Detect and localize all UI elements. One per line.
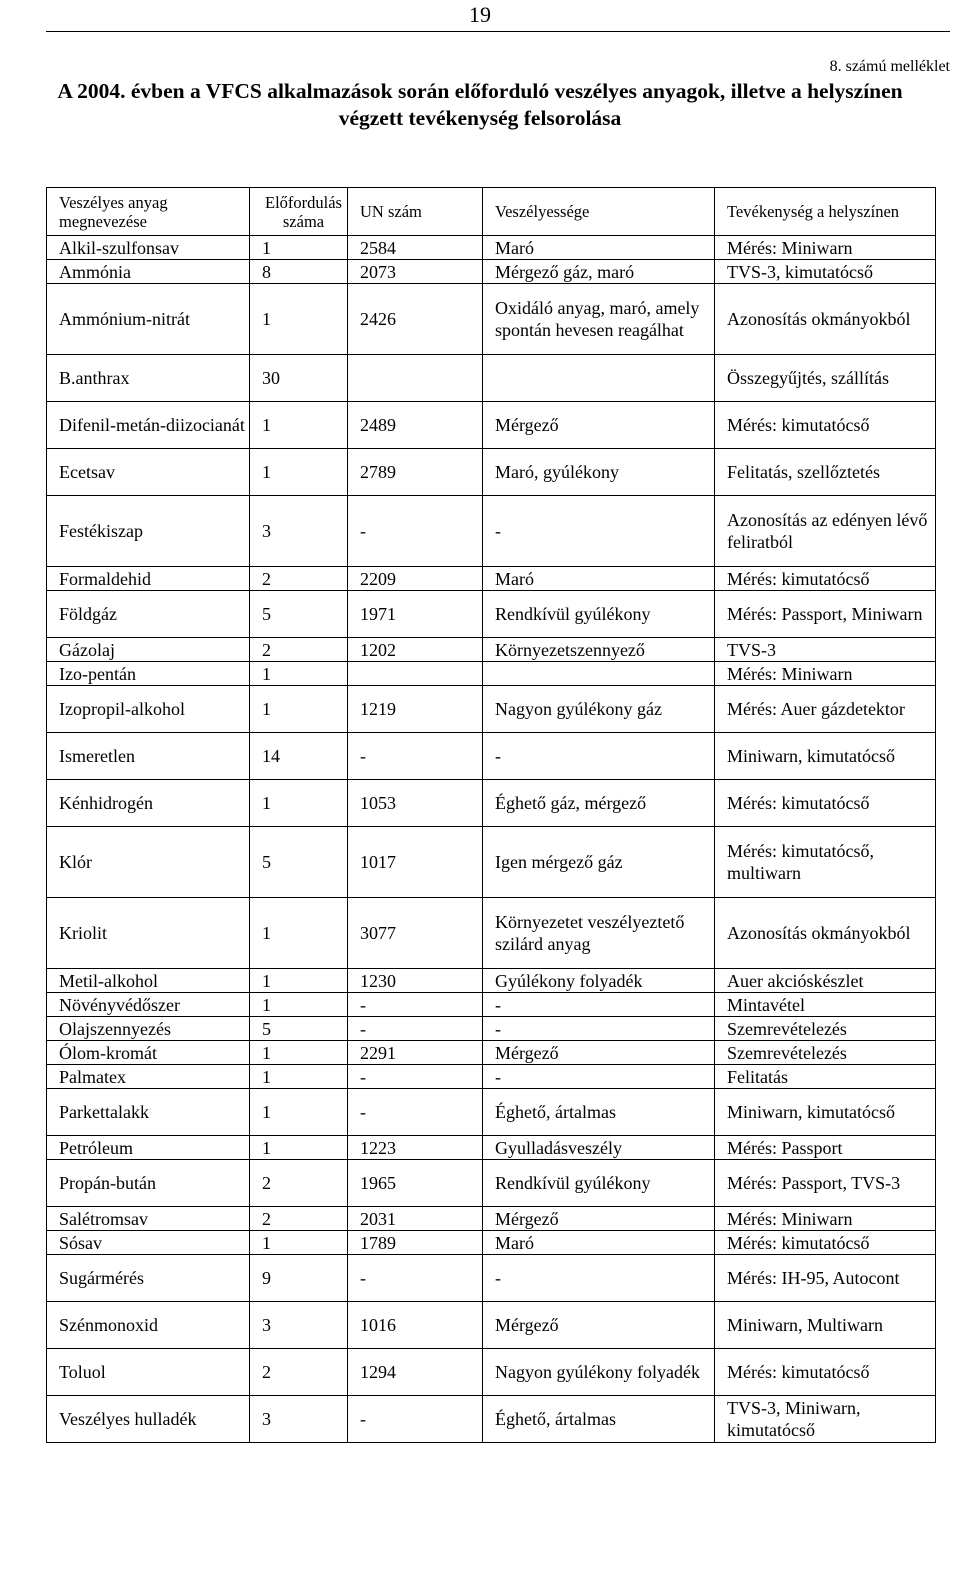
cell-activity: Felitatás [715, 1065, 936, 1089]
cell-occurrence-count: 1 [250, 1041, 348, 1065]
header-occurrence-count: Előfordulás száma [250, 188, 348, 236]
cell-activity: Összegyűjtés, szállítás [715, 355, 936, 402]
cell-hazard: Rendkívül gyúlékony [483, 1160, 715, 1207]
cell-un-number: - [348, 1089, 483, 1136]
cell-hazard: Nagyon gyúlékony folyadék [483, 1349, 715, 1396]
cell-material-name: Formaldehid [47, 567, 250, 591]
table-row [47, 496, 936, 567]
cell-occurrence-count: 3 [250, 496, 348, 567]
cell-un-number: 1789 [348, 1231, 483, 1255]
cell-hazard: - [483, 1065, 715, 1089]
cell-occurrence-count: 30 [250, 355, 348, 402]
cell-hazard: Oxidáló anyag, maró, amely spontán hevesen reagálhat [483, 284, 715, 355]
cell-occurrence-count: 2 [250, 638, 348, 662]
cell-un-number: - [348, 1017, 483, 1041]
cell-material-name: Izo-pentán [47, 662, 250, 686]
header-hazard: Veszélyessége [483, 188, 715, 236]
cell-occurrence-count: 9 [250, 1255, 348, 1302]
cell-hazard: Mérgező [483, 1041, 715, 1065]
cell-un-number: - [348, 1255, 483, 1302]
cell-hazard: Maró [483, 567, 715, 591]
cell-material-name: Petróleum [47, 1136, 250, 1160]
cell-activity: Mérés: IH-95, Autocont [715, 1255, 936, 1302]
table-row [47, 1160, 936, 1207]
cell-un-number: - [348, 733, 483, 780]
cell-material-name: Festékiszap [47, 496, 250, 567]
table-row [47, 1207, 936, 1231]
cell-activity: Azonosítás az edényen lévő feliratból [715, 496, 936, 567]
table-row [47, 1041, 936, 1065]
cell-occurrence-count: 5 [250, 827, 348, 898]
table-row [47, 1396, 936, 1443]
cell-un-number: 1219 [348, 686, 483, 733]
cell-material-name: Növényvédőszer [47, 993, 250, 1017]
cell-material-name: Parkettalakk [47, 1089, 250, 1136]
cell-un-number: 2426 [348, 284, 483, 355]
cell-activity: Miniwarn, kimutatócső [715, 733, 936, 780]
cell-activity: Mérés: Miniwarn [715, 662, 936, 686]
cell-occurrence-count: 1 [250, 1136, 348, 1160]
cell-material-name: Palmatex [47, 1065, 250, 1089]
cell-activity: Mérés: kimutatócső, multiwarn [715, 827, 936, 898]
cell-un-number: 1223 [348, 1136, 483, 1160]
cell-activity: Mintavétel [715, 993, 936, 1017]
cell-activity: Miniwarn, Multiwarn [715, 1302, 936, 1349]
table-row [47, 827, 936, 898]
table-row [47, 236, 936, 260]
cell-un-number: 1017 [348, 827, 483, 898]
cell-hazard: Gyúlékony folyadék [483, 969, 715, 993]
cell-material-name: Földgáz [47, 591, 250, 638]
cell-un-number: 1202 [348, 638, 483, 662]
cell-un-number: 1971 [348, 591, 483, 638]
cell-material-name: Ecetsav [47, 449, 250, 496]
table-row [47, 969, 936, 993]
cell-occurrence-count: 2 [250, 1160, 348, 1207]
cell-material-name: Kriolit [47, 898, 250, 969]
table-row [47, 1136, 936, 1160]
cell-activity: Mérés: kimutatócső [715, 567, 936, 591]
cell-activity: Mérés: Passport, TVS-3 [715, 1160, 936, 1207]
cell-hazard: - [483, 1255, 715, 1302]
cell-material-name: Difenil-metán-diizocianát [47, 402, 250, 449]
document-title: A 2004. évben a VFCS alkalmazások során előforduló veszélyes anyagok, illetve a helyszínen végzett tevékenység felsorolása [57, 79, 903, 130]
cell-un-number: 1230 [348, 969, 483, 993]
cell-un-number: 1053 [348, 780, 483, 827]
cell-material-name: Klór [47, 827, 250, 898]
cell-material-name: B.anthrax [47, 355, 250, 402]
cell-occurrence-count: 1 [250, 969, 348, 993]
table-row [47, 993, 936, 1017]
cell-activity: Mérés: Auer gázdetektor [715, 686, 936, 733]
cell-material-name: Ólom-kromát [47, 1041, 250, 1065]
cell-occurrence-count: 1 [250, 1065, 348, 1089]
cell-occurrence-count: 5 [250, 1017, 348, 1041]
cell-material-name: Salétromsav [47, 1207, 250, 1231]
cell-occurrence-count: 8 [250, 260, 348, 284]
cell-hazard: Maró [483, 236, 715, 260]
cell-un-number: - [348, 496, 483, 567]
cell-occurrence-count: 5 [250, 591, 348, 638]
header-rule [46, 31, 950, 32]
table-row [47, 402, 936, 449]
cell-hazard: Rendkívül gyúlékony [483, 591, 715, 638]
cell-material-name: Kénhidrogén [47, 780, 250, 827]
cell-un-number: 1016 [348, 1302, 483, 1349]
cell-material-name: Gázolaj [47, 638, 250, 662]
cell-activity: TVS-3 [715, 638, 936, 662]
cell-un-number: - [348, 993, 483, 1017]
table-row [47, 1017, 936, 1041]
cell-hazard: Maró, gyúlékony [483, 449, 715, 496]
cell-activity: Mérés: kimutatócső [715, 1349, 936, 1396]
cell-un-number: 3077 [348, 898, 483, 969]
table-row [47, 591, 936, 638]
cell-occurrence-count: 1 [250, 284, 348, 355]
cell-material-name: Sugármérés [47, 1255, 250, 1302]
cell-hazard: Mérgező [483, 1207, 715, 1231]
cell-occurrence-count: 2 [250, 567, 348, 591]
cell-hazard: - [483, 1017, 715, 1041]
cell-activity: Mérés: kimutatócső [715, 780, 936, 827]
cell-hazard: Gyulladásveszély [483, 1136, 715, 1160]
cell-activity: Felitatás, szellőztetés [715, 449, 936, 496]
cell-material-name: Ammónium-nitrát [47, 284, 250, 355]
cell-occurrence-count: 1 [250, 662, 348, 686]
cell-occurrence-count: 1 [250, 1089, 348, 1136]
cell-occurrence-count: 2 [250, 1207, 348, 1231]
cell-material-name: Toluol [47, 1349, 250, 1396]
cell-material-name: Propán-bután [47, 1160, 250, 1207]
cell-material-name: Ammónia [47, 260, 250, 284]
cell-material-name: Sósav [47, 1231, 250, 1255]
cell-hazard: Környezetszennyező [483, 638, 715, 662]
cell-hazard: Mérgező [483, 402, 715, 449]
cell-activity: Azonosítás okmányokból [715, 284, 936, 355]
table-row [47, 1255, 936, 1302]
cell-activity: TVS-3, kimutatócső [715, 260, 936, 284]
cell-hazard: Mérgező [483, 1302, 715, 1349]
cell-material-name: Szénmonoxid [47, 1302, 250, 1349]
cell-occurrence-count: 1 [250, 402, 348, 449]
cell-un-number: 2073 [348, 260, 483, 284]
cell-activity: Mérés: kimutatócső [715, 402, 936, 449]
table-row [47, 260, 936, 284]
cell-hazard: Maró [483, 1231, 715, 1255]
table-row [47, 898, 936, 969]
cell-hazard [483, 355, 715, 402]
cell-hazard: Éghető gáz, mérgező [483, 780, 715, 827]
header-activity: Tevékenység a helyszínen [715, 188, 936, 236]
table-row [47, 1349, 936, 1396]
cell-hazard: Éghető, ártalmas [483, 1089, 715, 1136]
cell-occurrence-count: 1 [250, 449, 348, 496]
cell-occurrence-count: 1 [250, 236, 348, 260]
cell-hazard [483, 662, 715, 686]
cell-hazard: Éghető, ártalmas [483, 1396, 715, 1443]
cell-material-name: Alkil-szulfonsav [47, 236, 250, 260]
cell-un-number: 2789 [348, 449, 483, 496]
header-un-number: UN szám [348, 188, 483, 236]
hazardous-materials-table [46, 187, 936, 1443]
table-row [47, 686, 936, 733]
cell-hazard: Nagyon gyúlékony gáz [483, 686, 715, 733]
cell-activity: Azonosítás okmányokból [715, 898, 936, 969]
cell-un-number [348, 662, 483, 686]
cell-un-number: - [348, 1065, 483, 1089]
cell-hazard: - [483, 496, 715, 567]
cell-occurrence-count: 14 [250, 733, 348, 780]
cell-activity: Mérés: Miniwarn [715, 1207, 936, 1231]
cell-activity: Mérés: Passport, Miniwarn [715, 591, 936, 638]
cell-occurrence-count: 1 [250, 686, 348, 733]
cell-un-number [348, 355, 483, 402]
cell-un-number: 2291 [348, 1041, 483, 1065]
cell-hazard: Igen mérgező gáz [483, 827, 715, 898]
cell-occurrence-count: 3 [250, 1302, 348, 1349]
cell-material-name: Veszélyes hulladék [47, 1396, 250, 1443]
cell-material-name: Metil-alkohol [47, 969, 250, 993]
cell-occurrence-count: 1 [250, 1231, 348, 1255]
table-row [47, 780, 936, 827]
table-row [47, 1089, 936, 1136]
cell-occurrence-count: 2 [250, 1349, 348, 1396]
table-row [47, 284, 936, 355]
table-row [47, 1302, 936, 1349]
cell-activity: Mérés: Miniwarn [715, 236, 936, 260]
cell-hazard: Mérgező gáz, maró [483, 260, 715, 284]
cell-material-name: Olajszennyezés [47, 1017, 250, 1041]
table-row [47, 662, 936, 686]
annex-label: 8. számú melléklet [829, 58, 950, 75]
cell-activity: TVS-3, Miniwarn, kimutatócső [715, 1396, 936, 1443]
cell-activity: Mérés: kimutatócső [715, 1231, 936, 1255]
table-row [47, 567, 936, 591]
cell-material-name: Ismeretlen [47, 733, 250, 780]
cell-occurrence-count: 1 [250, 898, 348, 969]
table-row [47, 1231, 936, 1255]
header-material-name: Veszélyes anyag megnevezése [47, 188, 250, 236]
cell-un-number: 2031 [348, 1207, 483, 1231]
table-row [47, 449, 936, 496]
cell-occurrence-count: 3 [250, 1396, 348, 1443]
cell-hazard: - [483, 733, 715, 780]
table-header-row [47, 188, 936, 236]
cell-activity: Miniwarn, kimutatócső [715, 1089, 936, 1136]
cell-un-number: 2489 [348, 402, 483, 449]
cell-activity: Szemrevételezés [715, 1017, 936, 1041]
cell-un-number: 1965 [348, 1160, 483, 1207]
cell-material-name: Izopropil-alkohol [47, 686, 250, 733]
cell-hazard: - [483, 993, 715, 1017]
cell-un-number: 2209 [348, 567, 483, 591]
cell-un-number: 2584 [348, 236, 483, 260]
cell-activity: Szemrevételezés [715, 1041, 936, 1065]
cell-activity: Mérés: Passport [715, 1136, 936, 1160]
cell-activity: Auer akcióskészlet [715, 969, 936, 993]
table-row [47, 733, 936, 780]
cell-occurrence-count: 1 [250, 780, 348, 827]
table-row [47, 638, 936, 662]
cell-un-number: - [348, 1396, 483, 1443]
table-row [47, 355, 936, 402]
table-body [47, 236, 936, 1443]
cell-un-number: 1294 [348, 1349, 483, 1396]
page-number: 19 [469, 2, 491, 27]
cell-occurrence-count: 1 [250, 993, 348, 1017]
cell-hazard: Környezetet veszélyeztető szilárd anyag [483, 898, 715, 969]
table-row [47, 1065, 936, 1089]
